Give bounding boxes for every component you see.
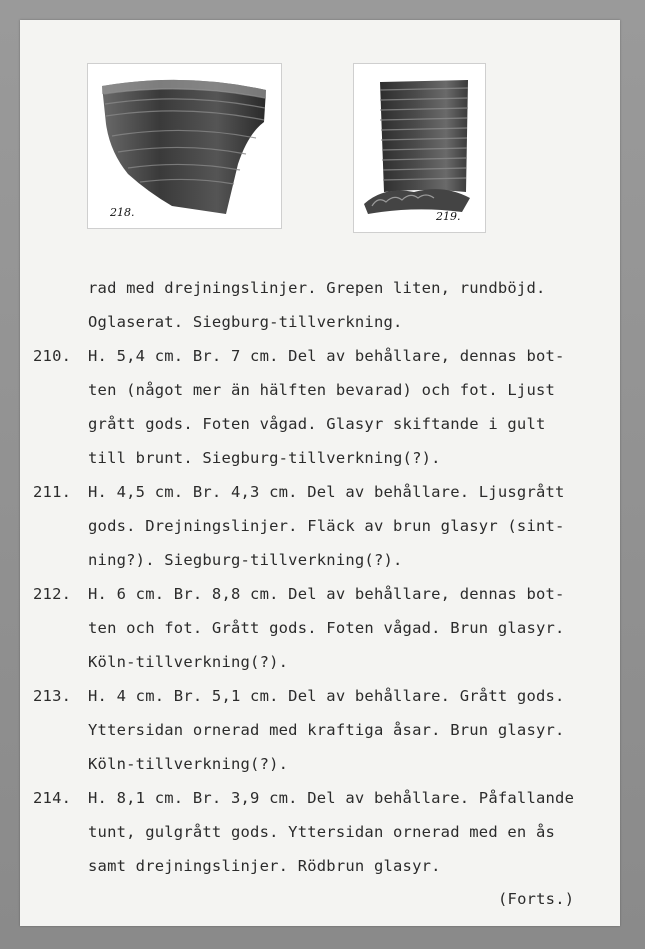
- entry-number-214: 214.: [33, 789, 72, 807]
- entry-211-line: gods. Drejningslinjer. Fläck av brun glasyr (sint-: [88, 517, 565, 535]
- entry-number-210: 210.: [33, 347, 72, 365]
- entry-213-line: Köln-tillverkning(?).: [88, 755, 289, 773]
- entry-212-line: H. 6 cm. Br. 8,8 cm. Del av behållare, dennas bot-: [88, 585, 565, 603]
- photo-label-218: 218.: [110, 206, 135, 219]
- entry-210-line: ten (något mer än hälften bevarad) och fot. Ljust: [88, 381, 556, 399]
- entry-210-line: grått gods. Foten vågad. Glasyr skiftande i gult: [88, 415, 546, 433]
- sherd-219-image: [354, 64, 485, 232]
- entry-number-212: 212.: [33, 585, 72, 603]
- entry-214-line: H. 8,1 cm. Br. 3,9 cm. Del av behållare. Påfallande: [88, 789, 575, 807]
- continued-note: (Forts.): [498, 890, 575, 908]
- continuation-line: rad med drejningslinjer. Grepen liten, rundböjd.: [88, 279, 546, 297]
- photo-label-219: 219.: [436, 210, 461, 223]
- continuation-line: Oglaserat. Siegburg-tillverkning.: [88, 313, 403, 331]
- photo-sherd-219: [353, 63, 486, 233]
- sherd-218-image: [88, 64, 281, 228]
- entry-210-line: H. 5,4 cm. Br. 7 cm. Del av behållare, dennas bot-: [88, 347, 565, 365]
- photo-sherd-218: [87, 63, 282, 229]
- entry-213-line: H. 4 cm. Br. 5,1 cm. Del av behållare. Grått gods.: [88, 687, 565, 705]
- entry-214-line: tunt, gulgrått gods. Yttersidan ornerad med en ås: [88, 823, 556, 841]
- entry-214-line: samt drejningslinjer. Rödbrun glasyr.: [88, 857, 441, 875]
- entry-212-line: ten och fot. Grått gods. Foten vågad. Brun glasyr.: [88, 619, 565, 637]
- entry-212-line: Köln-tillverkning(?).: [88, 653, 289, 671]
- entry-211-line: ning?). Siegburg-tillverkning(?).: [88, 551, 403, 569]
- entry-210-line: till brunt. Siegburg-tillverkning(?).: [88, 449, 441, 467]
- entry-number-213: 213.: [33, 687, 72, 705]
- entry-211-line: H. 4,5 cm. Br. 4,3 cm. Del av behållare. Ljusgrått: [88, 483, 565, 501]
- entry-213-line: Yttersidan ornerad med kraftiga åsar. Brun glasyr.: [88, 721, 565, 739]
- entry-number-211: 211.: [33, 483, 72, 501]
